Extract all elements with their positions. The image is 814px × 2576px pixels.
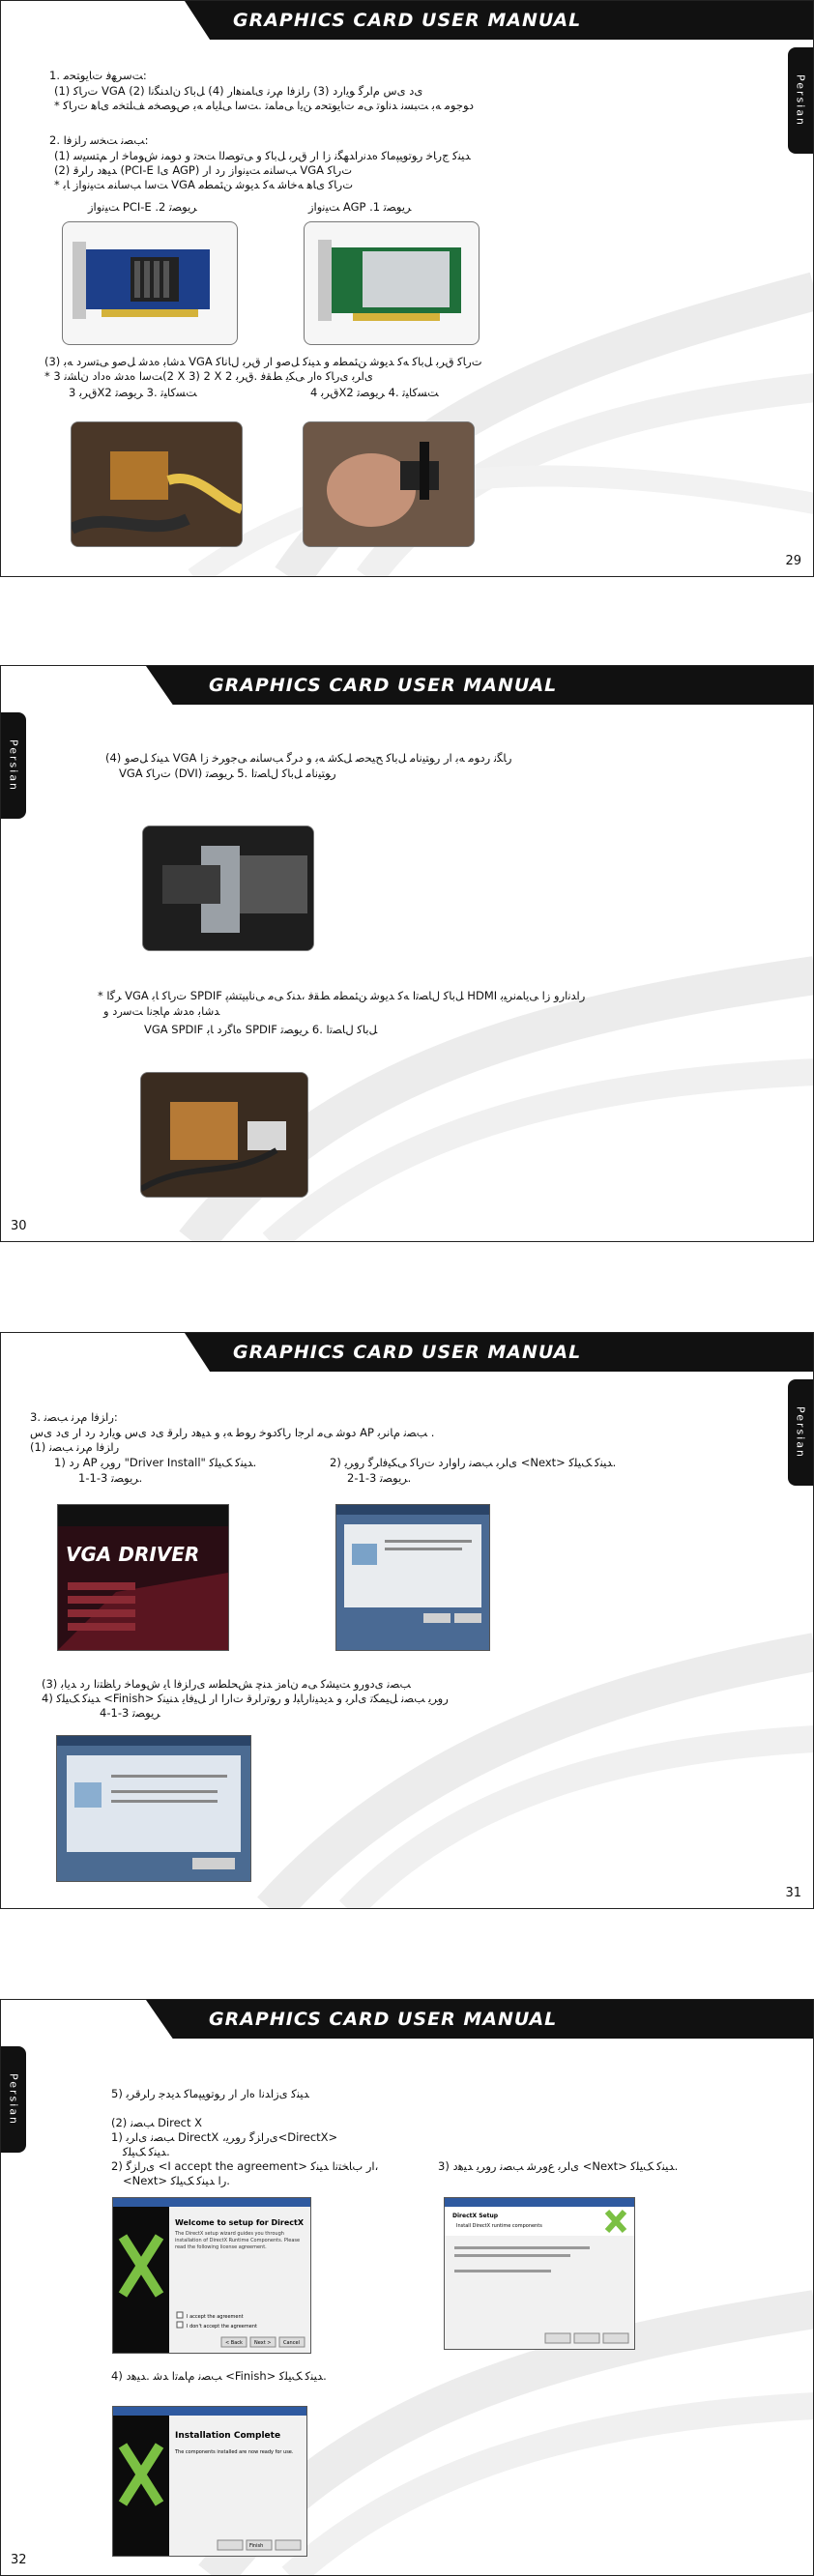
dx-decline-option: I don't accept the agreement (187, 2324, 257, 2330)
directx-step3: 3) ﯼﺍﺮﺑ ﻉﻭﺮﺷ ﺐﺼﻧ ﺭﻭﺮﯾ ﺪﯿﻫﺩ <Next> ﺪﯿﻨﮐ ﮏﯿﻠﮐ. (438, 2159, 679, 2173)
page-number: 30 (11, 1219, 27, 1233)
caption-agp: ﺖﯿﻧﻭﺍﺯ AGP .1 ﺮﯾﻮﺼﺗ (308, 200, 412, 214)
page-number: 29 (785, 554, 801, 568)
dx-cancel-button: Cancel (283, 2340, 300, 2346)
dvi-cable-photo (142, 825, 314, 951)
step1-text: 1) ﺭﺩ AP ﺭﻭﺮﯾ "Driver Install" ﺪﯿﻨﮐ ﮏﯿﻠﮐ. (54, 1456, 257, 1469)
dx-runtime-title: DirectX Setup (452, 2213, 499, 2219)
caption-3x2: ﻕﺮﺑ 3X2 ﺖﺴﮐﺎﯿﺗ .3 ﺮﯾﻮﺼﺗ (69, 386, 197, 399)
header-title: GRAPHICS CARD USER MANUAL (209, 675, 558, 696)
side-tab-persian: Persian (1, 2046, 26, 2153)
dx-back-button: < Back (225, 2340, 243, 2346)
section3-line2: * ﺖﺳﺍ ﻩﺪﺷ ﻩﺩﺍﺩ ﻥﺎﺸﻧ 3(2 X 3) 2 X 2 ﯼﺍﺮﺑ ﯼﺭﺎﮐ ﻩﺍﺭ ﯽﮑﯾ ﻂﻘﻓ .ﻕﺮﺑ (44, 369, 373, 383)
section2-line2: (2) ﺪﯿﻫﺩ ﺭﺍﺮﻗ (PCI-E ﯼﺍ AGP) ﺐﺳﺎﻨﻣ ﺖﯿﻧﻭﺍﺯ ﺭﺩ ﺍﺭ VGA ﺕﺭﺎﮐ (54, 163, 353, 177)
caption-4x2: ﻕﺮﺑ 4X2 ﺖﺴﮐﺎﯿﺗ .4 ﺮﯾﻮﺼﺗ (310, 386, 439, 399)
directx-step2-b: <Next> ﺭﺍ ﺪﯿﻨﮐ ﮏﯿﻠﮐ. (123, 2174, 230, 2187)
screenshot-directx-install (444, 2197, 635, 2350)
software-line1: ﺩﻮﺷ ﯽﻣ ﺍﺮﺟﺍ ﺭﺎﮐﺩﻮﺧ ﺭﻮﻃ ﻪﺑ ﻭ ﺪﯿﻫﺩ ﺭﺍﺮﻗ ﯼﺩ ﯼﺱ ﻮﯾﺍﺭﺩ ﺭﺩ ﺍﺭ ﯼﺩ ﯼﺱ AP ﺐﺼﻧ ﻡﺎﻧﺮﺑ . (30, 1426, 435, 1439)
dx-finish-button: Finish (249, 2543, 264, 2549)
directx-step1: 1) ﺐﺼﻧ ﯼﺍﺮﺑ DirectX ،ﯼﺭﺍﺰﮔ ﺭﻭﺮﯾ<DirectX> (111, 2130, 338, 2144)
side-tab-persian: Persian (788, 1379, 813, 1486)
dx-complete-title: Installation Complete (175, 2431, 281, 2441)
page-number: 31 (785, 1886, 801, 1900)
directx-step1-b: ﺪﯿﻨﮐ ﮏﯿﻠﮐ. (123, 2145, 170, 2158)
side-tab-persian: Persian (1, 712, 26, 819)
step1-caption: ﺮﯾﻮﺼﺗ 3-1-1. (78, 1471, 143, 1485)
step3-text: (3) ﺐﺼﻧ ﯼﺩﻭﺭﻭ ﺖﯿﺸﮐ ﯽﻣ ﻥﺎﻣﺯ ﺪﻨﭼ ﺶﺤﻠﻄﺳ ﯼﺭﺍﺰﻓﺍ ﺎﯾ ﺵﻮﻣﺎﺧ ﺭﺎﻈﺘﻧﺍ ﺭﺩ ﺪﯾﺎﺑ (42, 1677, 411, 1691)
screenshot-directx-complete (112, 2406, 307, 2557)
directx-title: (2) ﺐﺼﻧ Direct X (111, 2116, 203, 2129)
screenshot-directx-welcome (112, 2197, 311, 2354)
screenshot-vga-driver (57, 1504, 229, 1651)
power-3x2-photo (71, 421, 243, 547)
spdif-cable-photo (140, 1072, 308, 1198)
dx-welcome-body: The DirectX setup wizard guides you through installation of DirectX Runtime Components. Please read the following license agreement. (175, 2231, 301, 2250)
section1-line2: * ﺩﻮﺟﻮﻣ ﻪﺑ ﺖﺒﺴﻧ ﺪﻧﺍﻮﺗ ﯽﻣ ﺕﺎﯾﻮﺘﺤﻣ ﻦﯾﺍ ﯽﻣﺎﻤﺗ .ﺖﺳﺍ ﯽﻠﯾﺎﻣ ﻪﺑ ﺹﻮﺼﺨﻣ ﻒﻠﺘﺨﻣ ﯼﺎﻫ ﺕﺭﺎﮐ (54, 99, 475, 112)
directx-step4: 4) ﺐﺼﻧ ﻡﺎﻤﺗﺍ ﺪﺷ .ﺪﯿﻫﺩ <Finish> ﺪﯿﻨﮐ ﮏﯿﻠﮐ. (111, 2369, 327, 2383)
vga-driver-logo: VGA DRIVER (66, 1543, 200, 1566)
pcie-card-photo (62, 221, 238, 345)
section3-line1: (3) ﺪﺷﺎﺑ ﻩﺪﺷ ﻞﺻﻭ ﯽﺘﺳﺭﺩ ﻪﺑ VGA ﺕﺭﺎﮐ ﻕﺮﺑ ﻞﺑﺎﮐ ﻪﮐ ﺪﯾﻮﺷ ﻦﺌﻤﻄﻣ ﻭ ﺪﯿﻨﮐ ﻞﺻﻭ ﺍﺭ ﻕﺮﺑ ﻝﺎﻧﺎﮐ (44, 355, 482, 368)
caption-pcie: ﺖﯿﻧﻭﺍﺯ PCI-E .2 ﺮﯾﻮﺼﺗ (88, 200, 197, 214)
screenshot-driver-installer (335, 1504, 490, 1651)
spdif-note-line1: * ﺮﮔﺍ VGA ﺕﺭﺎﮐ ﺎﺑ SPDIF ﻞﺑﺎﮐ ﻝﺎﺼﺗﺍ ﻪﮐ ﺪﯾﻮﺷ ﻦﺌﻤﻄﻣ ﻂﻘﻓ ،ﺪﻨﮐ ﯽﻣ ﯽﻧﺎﺒﯿﺘﺸﭘ HDMI ﺭﺍﺪﻧﺍﺭﻭ ﺯﺍ ﯽﯾﺎﻤﻧﺮﯿﺑ (98, 989, 586, 1002)
dx-runtime-subtitle: Install DirectX runtime components (456, 2223, 542, 2229)
directx-step2: 2) ﯼﺭﺍﺰﮔ <I accept the agreement> ﺍﺭ ﺏﺎﺨﺘﻧﺍ ﺪﯿﻨﮐ، (111, 2159, 379, 2173)
step4-line2: VGA ﺕﺭﺎﮐ (DVI) ﺭﻮﺘﯿﻧﺎﻣ ﻞﺑﺎﮐ ﻝﺎﺼﺗﺍ .5 ﺮﯾﻮﺼﺗ (119, 767, 336, 780)
header-title: GRAPHICS CARD USER MANUAL (209, 2009, 558, 2030)
step2-caption: ﺮﯾﻮﺼﺗ 3-1-2. (347, 1471, 412, 1485)
restart-line: 5) ﺪﯿﻨﮐ ﯼﺯﺍﺪﻧﺍ ﻩﺍﺭ ﺍﺭ ﺭﻮﺗﻮﯿﭙﻣﺎﮐ ﺪﯾﺪﺟ ﺭﺍﺮﻗﺮﺑ (111, 2087, 309, 2100)
manual-page-30 (0, 665, 814, 1242)
dx-accept-option: I accept the agreement (187, 2314, 244, 2320)
manual-page-32 (0, 1999, 814, 2576)
power-4x2-photo (303, 421, 475, 547)
step4-caption: ﺮﯾﻮﺼﺗ 3-1-4 (100, 1706, 160, 1720)
dx-complete-body: The components installed are now ready for use. (175, 2449, 294, 2455)
section2-title: 2. ﺐﺼﻧ ﺖﺨﺳ ﺭﺍﺰﻓﺍ: (49, 133, 149, 147)
side-tab-persian: Persian (788, 47, 813, 154)
section2-line3: * ﺖﺳﺍ ﺐﺳﺎﻨﻣ ﺖﯿﻧﻭﺍﺯ ﺎﺑ VGA ﺕﺭﺎﮐ ﯼﺎﻫ ﻪﺧﺎﺷ ﻪﮐ ﺪﯾﻮﺷ ﻦﺌﻤﻄﻣ (54, 178, 354, 191)
header-title: GRAPHICS CARD USER MANUAL (233, 10, 582, 31)
software-line2: (1) ﺭﺍﺰﻓﺍ ﻡﺮﻧ ﺐﺼﻧ (30, 1440, 120, 1454)
page-number: 32 (11, 2553, 27, 2567)
section2-line1: (1) ﺪﯿﻨﮐ ﺝﺭﺎﺧ ﺭﻮﺗﻮﯿﭙﻣﺎﮐ ﻩﺪﻧﺭﺍﺪﻬﮕﻧ ﺯﺍ ﺍﺭ ﻕﺮﺑ ﻞﺑﺎﮐ ﻭ ﯽﺗﻮﺼﻟﺍ ﺖﺤﺗ ﻭ ﺩﻮﻤﻧ ﺵﻮﻣﺎﺧ ﺍﺭ ﻢﺘﺴﯿﺳ (54, 149, 471, 162)
screenshot-driver-finish (56, 1735, 251, 1882)
agp-card-photo (304, 221, 480, 345)
step2-text: 2) ﯼﺍﺮﺑ ﺐﺼﻧ ﺭﺍﻭﺍﺭﺩ ﺕﺭﺎﮐ ﯽﮑﯿﻓﺍﺮﮔ ﺭﻭﺮﯾ <Next> ﺪﯿﻨﮐ ﮏﯿﻠﮐ. (330, 1456, 617, 1469)
section1-line1: (1) ﺕﺭﺎﮐ VGA (2) ﯼﺩ ﯼﺱ ﻡﺍﺮﮔ ﻮﯾﺍﺭﺩ (3) ﺭﺍﺰﻓﺍ ﻡﺮﻧ ﯼﺎﻤﻨﻫﺍﺭ (4) ﻞﺑﺎﮐ ﻥﺍﺪﻨﮕﻧﺍ (54, 84, 423, 98)
manual-page-29 (0, 0, 814, 577)
software-title: 3. ﺭﺍﺰﻓﺍ ﻡﺮﻧ ﺐﺼﻧ: (30, 1410, 118, 1424)
step4-line1: (4) ﺪﯿﻨﮐ ﻞﺻﻭ VGA ﺭﺎﮕﻧ ﺭﺩﻮﻣ ﻪﺑ ﺍﺭ ﺭﻮﺘﯿﻧﺎﻣ ﻞﺑﺎﮐ ﺢﯿﺤﺻ ﻞﮑﺷ ﻪﺑ ﻭ ﺩﺮﮔ ﺐﺳﺎﻨﻣ ﯽﺟﻭﺮﺧ ﺯﺍ (105, 751, 512, 765)
header-title: GRAPHICS CARD USER MANUAL (233, 1342, 582, 1363)
spdif-note-line2: ﺪﺷﺎﺑ ﻩﺪﺷ ﻡﺎﺠﻧﺍ ﺖﺳﺭﺩ ﻭ (103, 1004, 220, 1018)
section1-title: 1. ﺖﺳﺮﻬﻓ ﺕﺎﯾﻮﺘﺤﻣ: (49, 69, 147, 82)
manual-page-31 (0, 1332, 814, 1909)
step4-text: 4) ﺪﯿﻨﮐ ﮏﯿﻠﮐ <Finish> ﺭﻭﺮﯾ ﺐﺼﻧ ﻞﯿﻤﮑﺗ ﯼﺍﺮﺑ ﻭ ﺪﯾﺪﯿﻧﺍﺭﺎﺒﻟ ﻭ ﺭﻮﺗﺭﺍﺮﻗ ﺕﺍﺭﺍ ﺍﺭ ﻞﯿﻓﺎﯾ ﺪﻨﯿﻨﮐ (42, 1692, 449, 1705)
dx-welcome-title: Welcome to setup for DirectX (175, 2218, 305, 2227)
dx-next-button: Next > (254, 2340, 272, 2346)
spdif-caption: VGA SPDIF ﻩﺎﮔﺭﺩ ﺎﺑ SPDIF ﻞﺑﺎﮐ ﻝﺎﺼﺗﺍ .6 ﺮﯾﻮﺼﺗ (144, 1023, 378, 1036)
